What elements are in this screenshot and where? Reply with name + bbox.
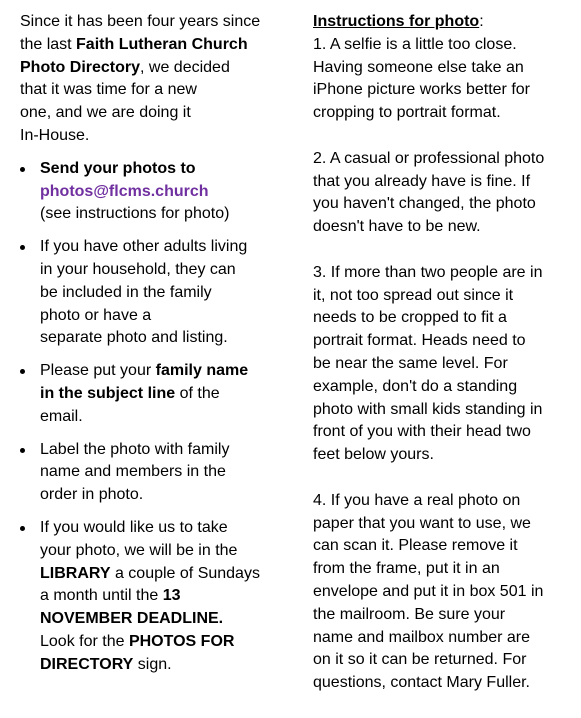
instruction-line: from the frame, put it in an [313,560,500,578]
bullet-text: (see instructions for photo) [40,205,230,223]
bullet-text [40,360,290,383]
email-link[interactable]: photos@flcms.church [40,182,209,200]
instruction-line: 1. A selfie is a little too close. [313,35,517,53]
heading-colon: : [479,13,484,30]
bullet-text [40,563,290,586]
bullet-text-part: a month until the [40,587,163,605]
bullet-text [40,383,290,406]
instruction-line: the mailroom. Be sure your [313,605,506,623]
intro-line: that it was time for a new [20,81,197,99]
instruction-line: paper that you want to use, we [313,514,531,532]
bullet-text-part: of the [175,384,220,402]
instructions-heading-text: Instructions for photo [313,13,480,30]
instruction-line: 2. A casual or professional photo [313,149,545,167]
bullet-list [20,158,290,677]
church-name: Faith Lutheran Church [76,35,248,53]
instruction-line: doesn't have to be new. [313,218,481,236]
bullet-text: order in photo. [40,486,144,504]
instruction-line: 4. If you have a real photo on [313,491,521,509]
instruction-line: Having someone else take an [313,58,524,76]
instruction-line: can scan it. Please remove it [313,537,518,555]
instruction-line: on it so it can be returned. For [313,651,527,669]
bullet-send-photos [20,158,290,226]
intro-text: , we decided [140,58,230,76]
intro-line: Since it has been four years since [20,13,261,30]
instruction-line: front of you with their head two [313,423,531,441]
left-column [20,11,290,687]
instruction-line: example, don't do a standing [313,377,518,395]
instruction-line: questions, contact Mary Fuller. [313,674,530,692]
bullet-text [40,654,290,677]
bullet-icon [20,526,25,531]
instruction-line: be near the same level. For [313,354,508,372]
right-column [313,11,575,718]
instruction-line: photo with small kids standing in [313,400,543,418]
bullet-text: email. [40,407,83,425]
bullet-emphasis: 13 [162,587,181,605]
instruction-line: feet below yours. [313,446,434,464]
intro-paragraph [20,11,290,148]
bullet-text: name and members in the [40,463,226,481]
instruction-line: envelope and put it in box 501 in [313,582,544,600]
bullet-icon [20,245,25,250]
bullet-text [40,631,290,654]
bullet-emphasis: PHOTOS FOR [128,632,235,650]
bullet-emphasis: DIRECTORY [40,655,134,673]
bullet-text: Label the photo with family [40,440,230,458]
deadline-text: NOVEMBER DEADLINE. [40,610,224,628]
instruction-line: needs to be cropped to fit a [313,309,507,327]
bullet-text-part: a couple of Sundays [110,564,260,582]
intro-text: the last [20,35,77,53]
intro-line: In-House. [20,126,90,144]
bullet-text: If you have other adults living [40,238,248,256]
instruction-line: cropping to portrait format. [313,104,501,122]
bullet-emphasis: in the subject line [40,384,176,402]
bullet-icon [20,448,25,453]
instruction-line: name and mailbox number are [313,628,531,646]
bullet-text-part: Look for the [40,632,129,650]
instruction-3 [313,262,575,467]
bullet-text: your photo, we will be in the [40,541,238,559]
bullet-icon [20,369,25,374]
intro-line [20,57,290,80]
bullet-text: photo or have a [40,306,152,324]
bullet-text: be included in the family [40,283,212,301]
bullet-take-photo [20,517,290,677]
intro-line [20,34,290,57]
bullet-text-part: Please put your [40,362,156,380]
directory-name: Photo Directory [20,58,141,76]
instruction-1 [313,34,575,125]
instruction-line: it, not too spread out since it [313,286,514,304]
instruction-line: that you already have is fine. If [313,172,531,190]
bullet-label-photo [20,439,290,507]
instruction-line: iPhone picture works better for [313,81,530,99]
instructions-heading [313,11,575,34]
bullet-text [40,585,290,608]
bullet-text-part: sign. [133,655,172,673]
intro-line: one, and we are doing it [20,104,191,122]
bullet-emphasis: family name [155,362,249,380]
bullet-text: separate photo and listing. [40,329,228,347]
bullet-icon [20,167,25,172]
bullet-subject-line [20,360,290,428]
bullet-emphasis: LIBRARY [40,564,111,582]
instruction-line: you haven't changed, the photo [313,195,536,213]
instruction-line: 3. If more than two people are in [313,263,543,281]
bullet-text: If you would like us to take [40,518,228,536]
bullet-other-adults [20,236,290,350]
instruction-4 [313,490,575,695]
bullet-text: Send your photos to [40,159,196,177]
instruction-2 [313,148,575,239]
bullet-text: in your household, they can [40,260,236,278]
instruction-line: portrait format. Heads need to [313,332,526,350]
